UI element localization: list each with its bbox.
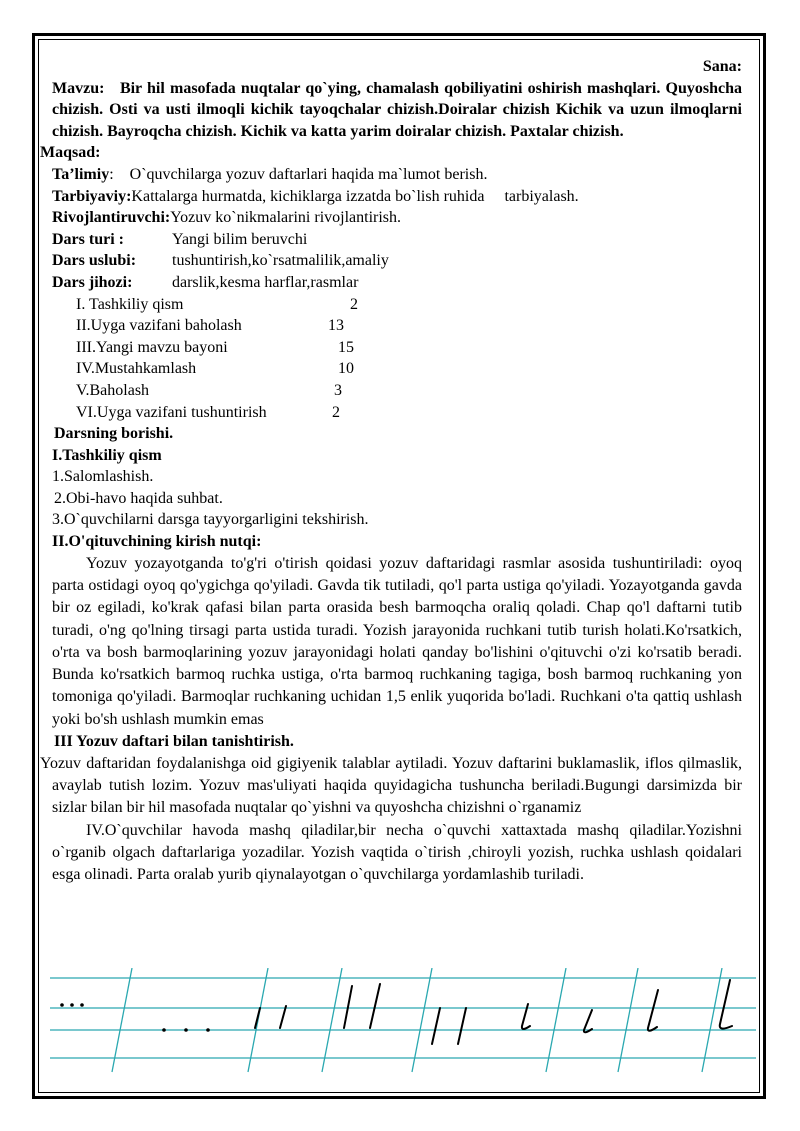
plan-item-minutes: 2: [350, 295, 358, 313]
goal-label: Maqsad:: [40, 144, 101, 162]
handwriting-guide-lines: [40, 968, 756, 1078]
plan-item: [76, 315, 742, 337]
goal-upbringing-text2: tarbiyalash.: [504, 187, 579, 205]
plan-item-minutes: 3: [334, 381, 342, 399]
section-2-title: II.O'qituvchining kirish nutqi:: [52, 533, 262, 551]
goal-developmental-label: Rivojlantiruvchi:: [52, 209, 171, 227]
lesson-equipment-label: Dars jihozi:: [52, 273, 133, 291]
plan-item-label: III.Yangi mavzu bayoni: [76, 338, 228, 356]
plan-item-minutes: 10: [338, 360, 354, 378]
goal-upbringing-text: Kattalarga hurmatda, kichiklarga izzatda bo`lish ruhida: [131, 187, 485, 205]
goal-educational-label: Ta’limiy: [52, 165, 110, 183]
section-3-text: Yozuv daftaridan foydalanishga oid gigiyenik talablar aytiladi. Yozuv daftarini buklamaslik, iflos qilmaslik, avaylab tutish lozim. Yozuv mas'uliyati haqida quyidagicha tushuncha beriladi.Bugungi darsimizda bir sizlar bilan bir hil masofada nuqtalar qo`yishni va quyoshcha chizishni o`rganamiz: [40, 754, 742, 817]
section-2-text: Yozuv yozayotganda to'g'ri o'tirish qoidasi yozuv daftaridagi rasmlar asosida tushuntiriladi: oyoq parta ostidagi oyoq qo'ygichga qo'yiladi. Gavda tik tutiladi, qo'l parta ustiga qo'yiladi. Yozayotganda gavda bir oz egiladi, ko'krak qafasi bilan parta orasida besh barmoqcha oraliq qoladi. Chap qo'l daftarni tutib turadi, o'ng qo'lning tirsagi parta ustida turadi. Yozish jarayonida ruchkani tutib turish holati.Ko'rsatkich, o'rta va bosh barmoqlarining yozuv jarayonidagi holati qanday bo'lishini o'qituvchi o'zi ko'rsatib beradi. Bunda ko'rsatkich barmoq ruchka ustiga, o'rta barmoq ruchkaning tagiga, bosh barmoq ruchkaning yon tomoniga qo'yiladi. Barmoqlar ruchkaning uchidan 1,5 enlik yuqorida bo'ladi. Ruchkani o'ta qattiq ushlash yoki bo'sh ushlash mumkin emas: [52, 554, 742, 728]
plan-item-minutes: 2: [332, 403, 340, 421]
section-4-text: IV.O`quvchilar havoda mashq qiladilar,bir necha o`quvchi xattaxtada mashq qiladilar.Yozishni o`rganib olgach daftarlariga yozadilar. Yozish vaqtida o`tirish ,chiroyli yozish, ruchka ushlash qoidalari esga olinadi. Parta oralab yurib qiynalayotgan o`quvchilarga yordamlashib turiladi.: [52, 821, 742, 884]
goal-developmental-text: Yozuv ko`nikmalarini rivojlantirish.: [170, 209, 402, 227]
plan-item-label: VI.Uyga vazifani tushuntirish: [76, 403, 267, 421]
lesson-method-label: Dars uslubi:: [52, 252, 137, 270]
plan-item: [76, 337, 742, 359]
lesson-type-value: Yangi bilim beruvchi: [172, 230, 308, 248]
lesson-flow-title: Darsning borishi.: [54, 425, 174, 443]
lesson-equipment-value: darslik,kesma harflar,rasmlar: [172, 273, 359, 291]
plan-item-label: I. Tashkiliy qism: [76, 295, 184, 313]
goal-educational: Ta’limiy: O`quvchilarga yozuv daftarlari haqida ma`lumot berish.: [52, 165, 488, 183]
lesson-type-label: Dars turi :: [52, 230, 124, 248]
plan-item-label: V.Baholash: [76, 381, 150, 399]
topic-text: Bir hil masofada nuqtalar qo`ying, chamalash qobiliyatini oshirish mashqlari. Quyoshcha chizish. Osti va usti ilmoqli kichik tayoqchalar chizish.Doiralar chizish Kichik va uzun ilmoqlarni chizish. Bayroqcha chizish. Kichik va katta yarim doiralar chizish. Paxtalar chizish.: [52, 79, 742, 140]
plan-item: [76, 402, 742, 424]
lesson-method-value: tushuntirish,ko`rsatmalilik,amaliy: [172, 252, 389, 270]
lesson-method: [52, 250, 742, 272]
goal-educational-text: O`quvchilarga yozuv daftarlari haqida ma`lumot berish.: [129, 165, 488, 183]
topic-label: Mavzu:: [52, 79, 105, 97]
plan-item-label: IV.Mustahkamlash: [76, 360, 197, 378]
goal-upbringing-label: Tarbiyaviy:: [52, 187, 132, 205]
section-1-title: I.Tashkiliy qism: [52, 446, 162, 464]
lesson-equipment: [52, 272, 742, 294]
plan-item-minutes: 13: [328, 317, 344, 335]
plan-item: [76, 294, 742, 316]
lesson-type: [52, 229, 742, 251]
plan-item-label: II.Uyga vazifani baholash: [76, 317, 242, 335]
list-item: 2.Obi-havo haqida suhbat.: [54, 489, 223, 507]
plan-item: [76, 358, 742, 380]
topic: [52, 78, 742, 143]
date-label: Sana:: [702, 58, 742, 75]
list-item: 3.O`quvchilarni darsga tayyorgarligini tekshirish.: [52, 511, 369, 529]
goal-developmental: [52, 207, 742, 229]
plan-list: [40, 294, 742, 424]
lesson-plan: [40, 56, 742, 886]
plan-item: [76, 380, 742, 402]
list-item: 1.Salomlashish.: [52, 468, 154, 486]
goal-upbringing: [52, 186, 742, 208]
section-3-title: III Yozuv daftari bilan tanishtirish.: [54, 733, 294, 751]
plan-item-minutes: 15: [338, 338, 354, 356]
